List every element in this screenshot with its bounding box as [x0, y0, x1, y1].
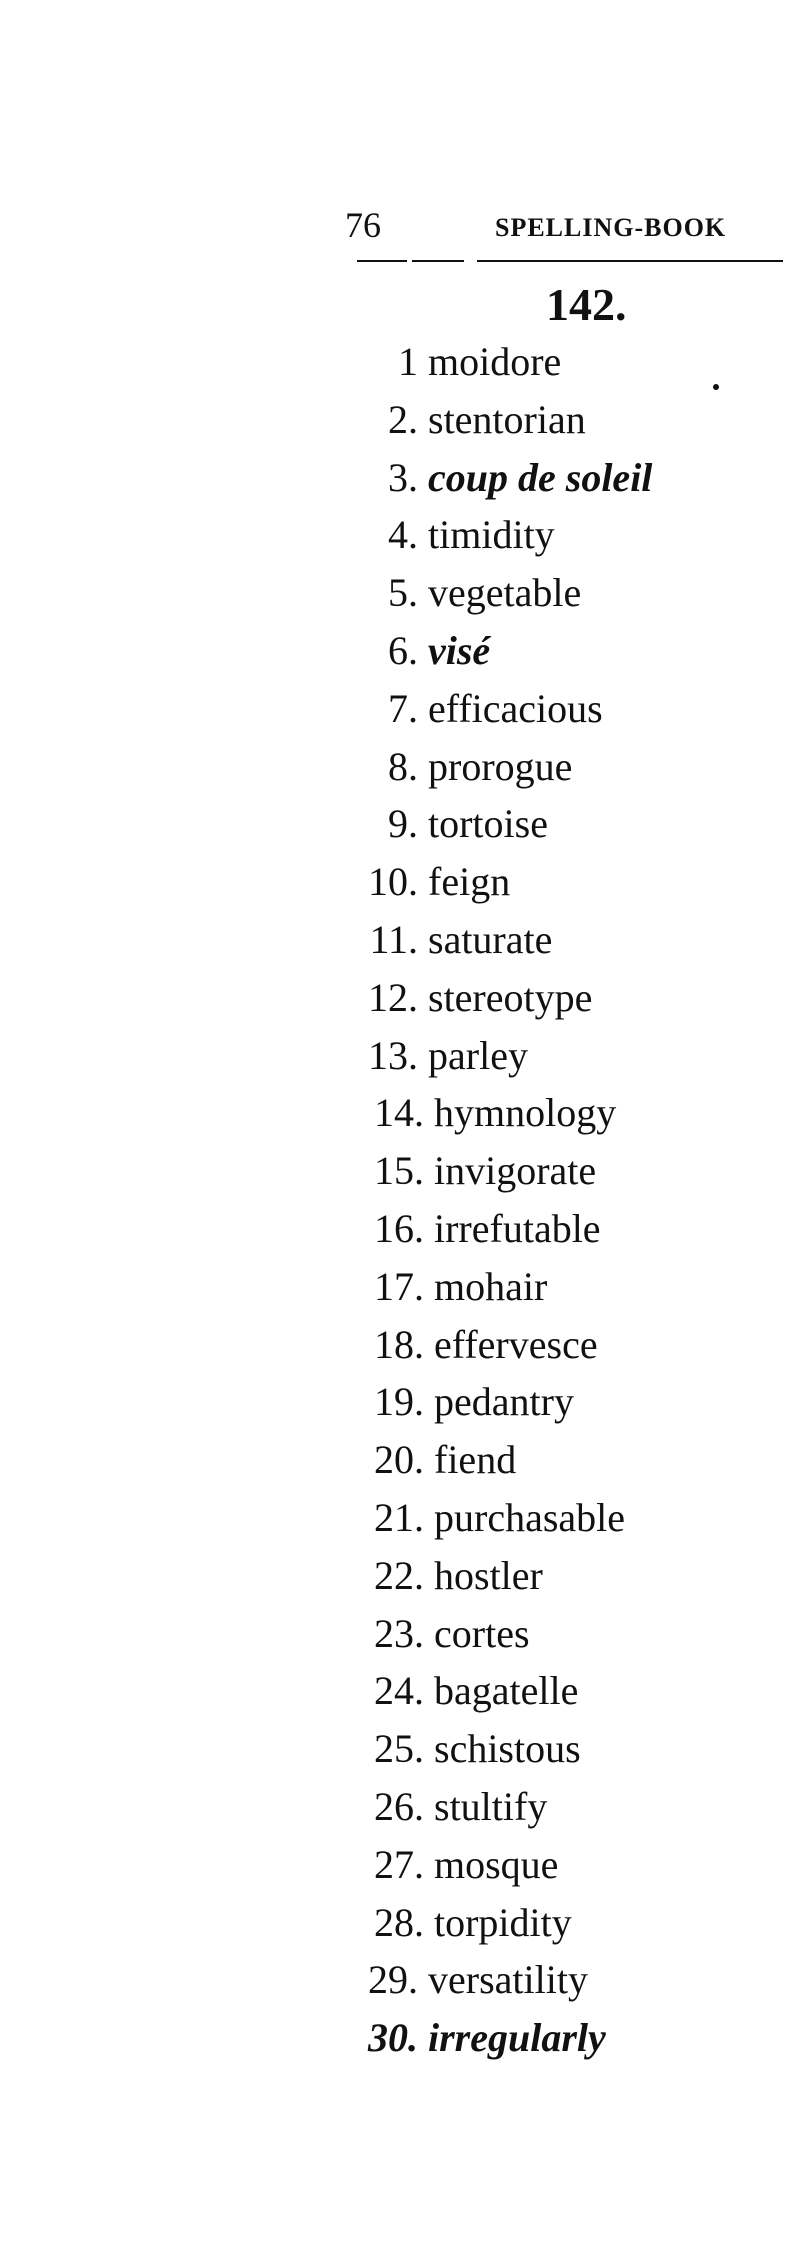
spelling-word: purchasable	[434, 1494, 626, 1540]
spelling-word-list	[0, 333, 789, 2067]
spelling-word: hymnology	[434, 1090, 617, 1136]
spelling-word: pedantry	[434, 1379, 574, 1425]
spelling-word: vegetable	[428, 570, 582, 616]
spelling-word: bagatelle	[434, 1668, 579, 1714]
list-item	[0, 1258, 789, 1316]
item-number: 18.	[374, 1321, 424, 1367]
spelling-word: prorogue	[428, 743, 573, 789]
spelling-word: coup de soleil	[428, 454, 653, 500]
list-item	[0, 2009, 789, 2067]
item-number: 30.	[368, 2015, 418, 2061]
spelling-word: visé	[428, 627, 491, 673]
list-item	[0, 1489, 789, 1547]
spelling-word: irregularly	[428, 2015, 606, 2061]
list-item	[0, 1373, 789, 1431]
list-item	[0, 1547, 789, 1605]
item-number: 5.	[388, 570, 418, 616]
item-number: 9.	[388, 801, 418, 847]
spelling-word: efficacious	[428, 685, 603, 731]
item-number: 3.	[388, 454, 418, 500]
list-item	[0, 680, 789, 738]
spelling-word: stereotype	[428, 974, 593, 1020]
list-item	[0, 1778, 789, 1836]
list-item	[0, 391, 789, 449]
spelling-word: fiend	[434, 1437, 517, 1483]
spelling-word: effervesce	[434, 1321, 598, 1367]
item-number: 23.	[374, 1610, 424, 1656]
list-item	[0, 1720, 789, 1778]
item-number: 15.	[374, 1148, 424, 1194]
item-number: 16.	[374, 1205, 424, 1251]
list-item	[0, 564, 789, 622]
spelling-word: parley	[428, 1032, 528, 1078]
running-head	[345, 205, 775, 245]
spelling-word: invigorate	[434, 1148, 597, 1194]
item-number: 17.	[374, 1263, 424, 1309]
spelling-word: irrefutable	[434, 1205, 601, 1251]
item-number: 14.	[374, 1090, 424, 1136]
spelling-word: timidity	[428, 512, 555, 558]
item-number: 29.	[368, 1957, 418, 2003]
list-item	[0, 333, 789, 391]
list-item	[0, 1316, 789, 1374]
list-item	[0, 1084, 789, 1142]
list-item	[0, 795, 789, 853]
spelling-word: stultify	[434, 1783, 548, 1829]
item-number: 22.	[374, 1552, 424, 1598]
item-number: 21.	[374, 1494, 424, 1540]
item-number: 25.	[374, 1726, 424, 1772]
header-rule-segment	[357, 260, 407, 262]
spelling-word: tortoise	[428, 801, 548, 847]
item-number: 12.	[368, 974, 418, 1020]
list-item	[0, 506, 789, 564]
header-rule	[477, 260, 783, 262]
item-number: 20.	[374, 1437, 424, 1483]
item-number: 2.	[388, 396, 418, 442]
list-item	[0, 1605, 789, 1663]
list-item	[0, 1142, 789, 1200]
list-item	[0, 622, 789, 680]
item-number: 11.	[369, 916, 418, 962]
list-item	[0, 911, 789, 969]
header-rule-segment	[412, 260, 464, 262]
list-item	[0, 1894, 789, 1952]
page-number: 76	[345, 205, 381, 245]
spelling-word: torpidity	[434, 1899, 572, 1945]
item-number: 19.	[374, 1379, 424, 1425]
item-number: 10.	[368, 859, 418, 905]
list-item	[0, 1836, 789, 1894]
list-item	[0, 1200, 789, 1258]
spelling-word: schistous	[434, 1726, 581, 1772]
spelling-word: moidore	[428, 339, 562, 384]
list-item	[0, 969, 789, 1027]
spelling-word: stentorian	[428, 396, 586, 442]
item-number: 26.	[374, 1783, 424, 1829]
spelling-word: versatility	[428, 1957, 588, 2003]
list-item	[0, 853, 789, 911]
item-number: 24.	[374, 1668, 424, 1714]
item-number: 8.	[388, 743, 418, 789]
spelling-word: hostler	[434, 1552, 543, 1598]
section-number: 142.	[546, 279, 627, 330]
list-item	[0, 1951, 789, 2009]
spelling-word: mohair	[434, 1263, 548, 1309]
list-item	[0, 1027, 789, 1085]
item-number: 7.	[388, 685, 418, 731]
list-item	[0, 738, 789, 796]
item-number: 6.	[388, 627, 418, 673]
list-item	[0, 1431, 789, 1489]
item-number: 4.	[388, 512, 418, 558]
spelling-word: saturate	[428, 916, 553, 962]
item-number: 27.	[374, 1841, 424, 1887]
item-number: 13.	[368, 1032, 418, 1078]
spelling-word: cortes	[434, 1610, 530, 1656]
item-number: 1	[398, 339, 418, 384]
item-number: 28.	[374, 1899, 424, 1945]
spelling-word: feign	[428, 859, 511, 905]
list-item	[0, 449, 789, 507]
book-title: SPELLING-BOOK	[495, 213, 727, 242]
list-item	[0, 1662, 789, 1720]
spelling-word: mosque	[434, 1841, 559, 1887]
